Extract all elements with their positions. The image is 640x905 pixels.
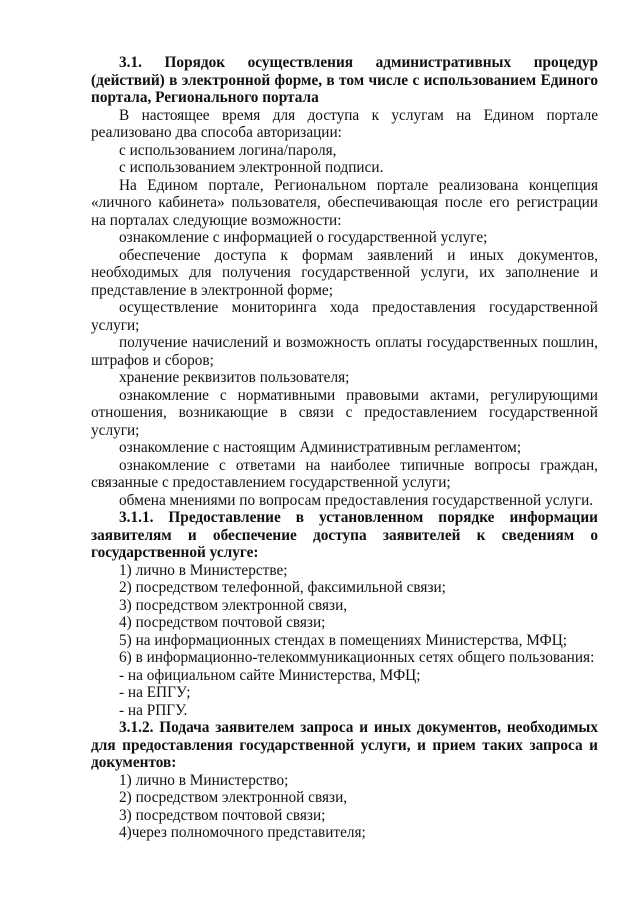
feature-item: обеспечение доступа к формам заявлений и иных документов, необходимых для получения государственной услуги, их заполнение и представление в электронной форме; [91, 246, 598, 299]
info-subitem: - на ЕПГУ; [119, 684, 191, 701]
submission-item: 3) посредством почтовой связи; [119, 806, 326, 824]
feature-item: осуществление мониторинга хода предоставления государственной услуги; [91, 299, 598, 334]
feature-item: ознакомление с информацией о государственной услуге; [119, 229, 488, 246]
submission-item: 2) посредством электронной связи, [119, 789, 348, 806]
info-item: 3) посредством электронной связи, [119, 596, 348, 614]
feature-item: ознакомление с настоящим Административным регламентом; [119, 439, 522, 456]
info-item: 5) на информационных стендах в помещениях Министерства, МФЦ; [119, 631, 568, 649]
feature-item: ознакомление с нормативными правовыми актами, регулирующими отношения, возникающие в связи с предоставлением государственной услуги; [91, 386, 598, 439]
feature-item: хранение реквизитов пользователя; [119, 369, 350, 386]
section-3-1-1-heading: 3.1.1. Предоставление в установленном порядке информации заявителям и обеспечение доступа заявителей к сведениям о государственной услуге: [91, 509, 598, 561]
auth-item-signature: с использованием электронной подписи. [119, 159, 384, 176]
submission-item: 1) лично в Министерство; [119, 771, 289, 789]
info-item: 1) лично в Министерстве; [119, 561, 288, 579]
info-subitem: - на официальном сайте Министерства, МФЦ; [119, 666, 421, 684]
submission-item: 4)через полномочного представителя; [119, 824, 366, 841]
section-3-1-2-heading: 3.1.2. Подача заявителем запроса и иных документов, необходимых для предоставления государственной услуги, и прием таких запроса и документов: [91, 719, 598, 771]
feature-item: ознакомление с ответами на наиболее типичные вопросы граждан, связанные с предоставлением государственной услуги; [91, 456, 598, 491]
info-subitem: - на РПГУ. [119, 701, 188, 719]
feature-item: получение начислений и возможность оплаты государственных пошлин, штрафов и сборов; [91, 334, 598, 369]
feature-item: обмена мнениями по вопросам предоставления государственной услуги. [119, 491, 594, 509]
auth-item-login: с использованием логина/пароля, [119, 141, 337, 159]
section-3-1-heading: 3.1. Порядок осуществления административных процедур (действий) в электронной форме, в том числе с использованием Единого портала, Регионального портала [91, 54, 598, 106]
auth-intro-paragraph: В настоящее время для доступа к услугам на Едином портале реализовано два способа авторизации: [91, 106, 598, 141]
info-item: 4) посредством почтовой связи; [119, 614, 326, 631]
personal-cabinet-paragraph: На Едином портале, Региональном портале реализована концепция «личного кабинета» пользователя, обеспечивающая после его регистрации на порталах следующие возможности: [91, 176, 598, 229]
document-page [91, 54, 598, 842]
info-item: 6) в информационно-телекоммуникационных сетях общего пользования: [119, 649, 595, 666]
info-item: 2) посредством телефонной, факсимильной связи; [119, 579, 446, 596]
